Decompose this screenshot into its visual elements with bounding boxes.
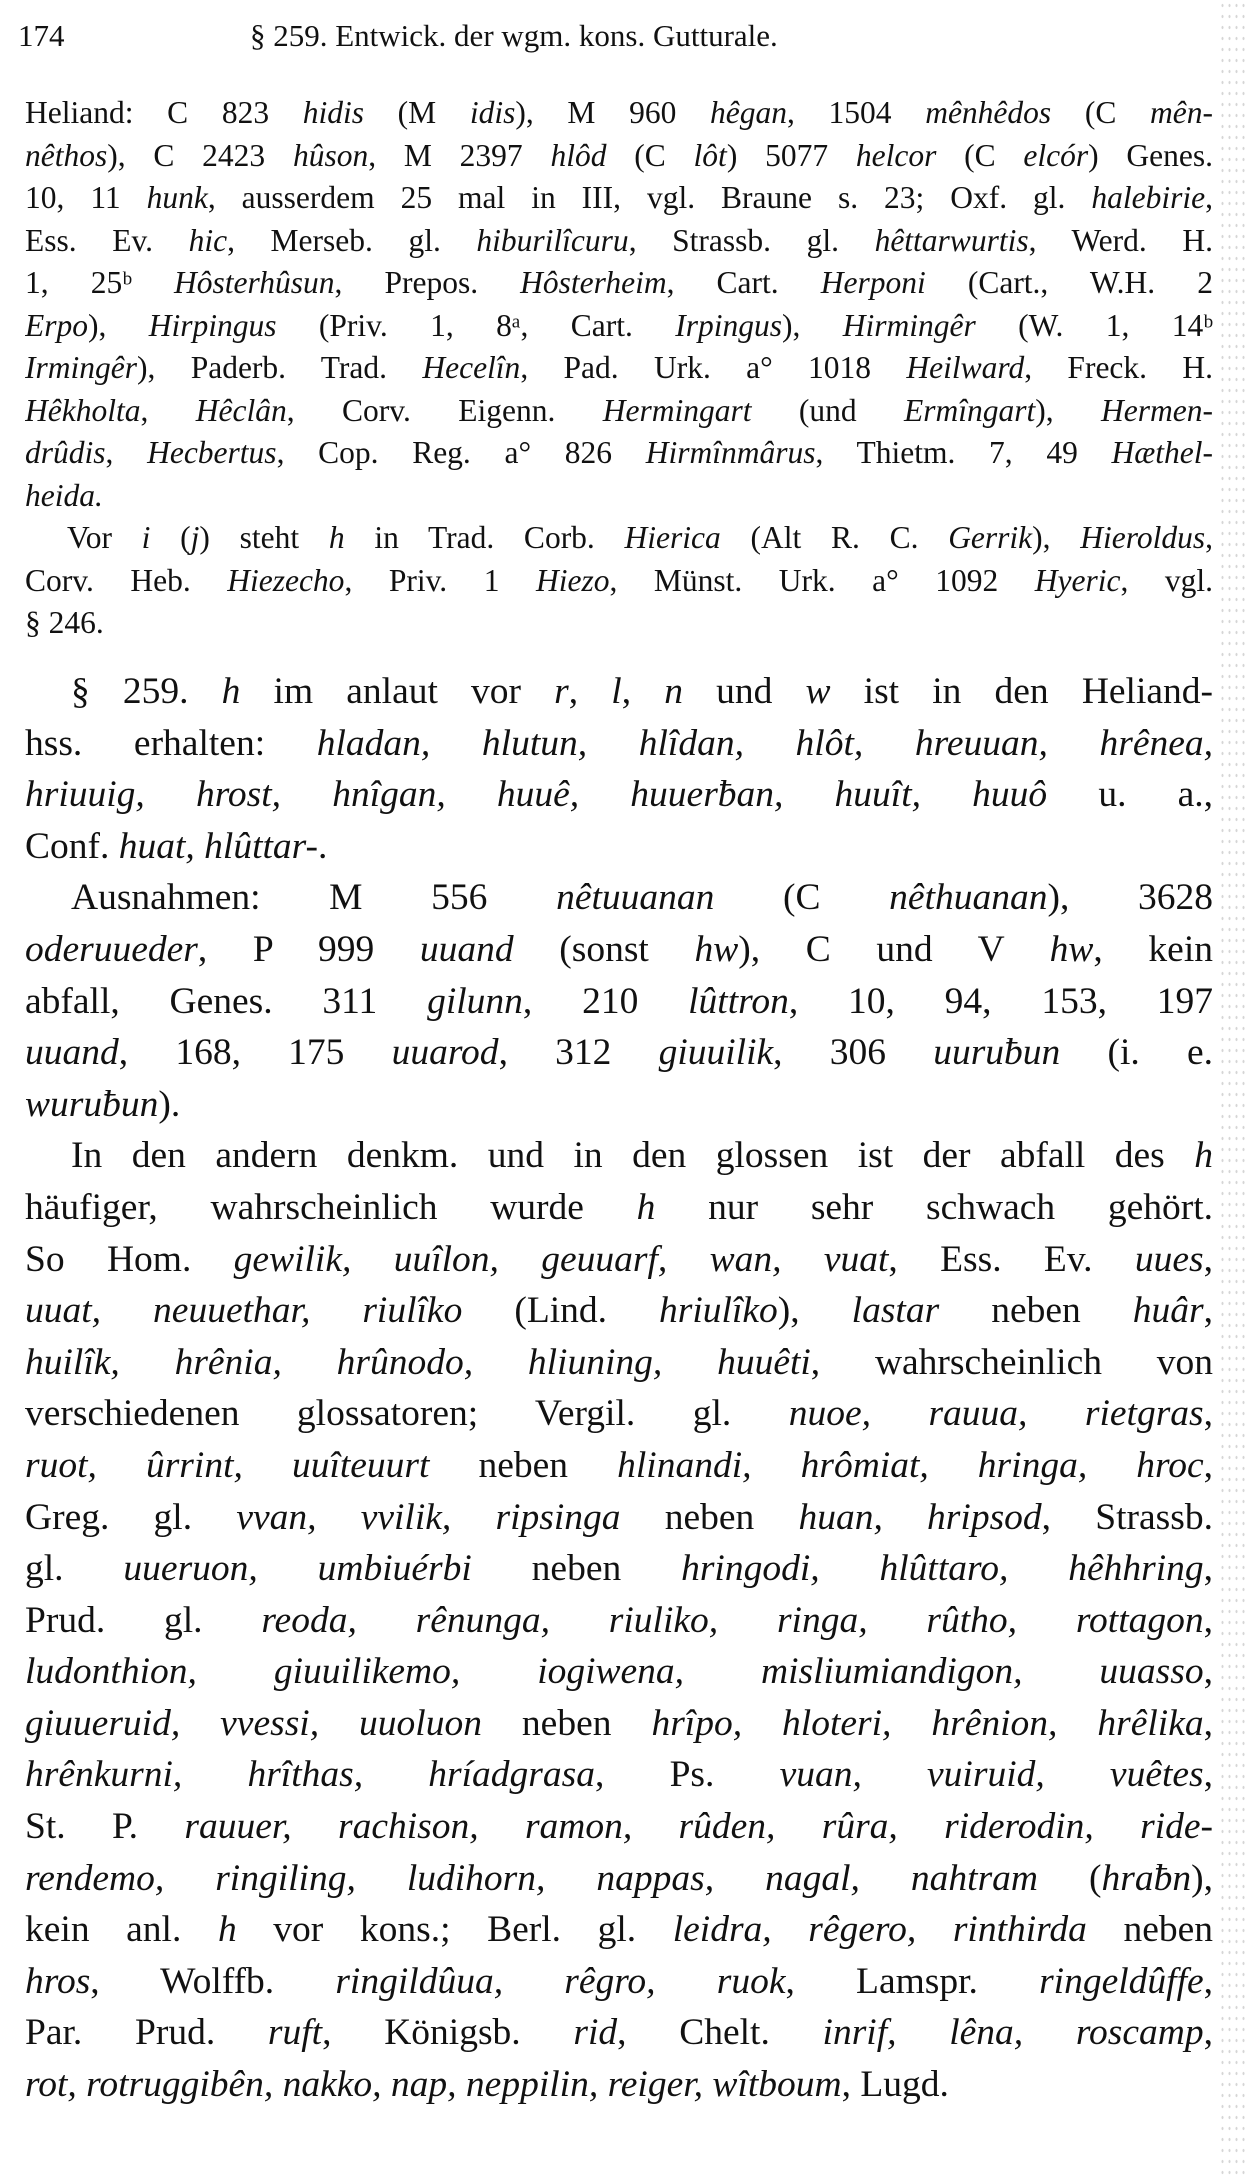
text-run: , 312 [498, 1032, 659, 1074]
italic-word-form: huilîk, hrênia, hrûnodo, hliuning, huuêti [25, 1341, 811, 1383]
text-run: ) steht [199, 520, 329, 555]
text-line [25, 976, 1213, 1028]
italic-word-form: gilunn [427, 980, 523, 1022]
italic-word-form: inrif, lêna, roscamp [822, 2012, 1204, 2054]
italic-word-form: ruot, ûrrint, uuîteuurt [25, 1444, 430, 1486]
text-line [25, 1492, 1213, 1544]
text-run: ), C 2423 [107, 137, 293, 173]
italic-word-form: hladan, hlutun, hlîdan, hlôt, hreuuan, hrênea, [316, 722, 1213, 764]
italic-word-form: huâr [1132, 1290, 1204, 1332]
italic-word-form: giuuilik [658, 1032, 774, 1074]
italic-word-form: hic [188, 222, 228, 258]
text-run: , kein [1093, 928, 1213, 970]
text-run: ), [777, 1290, 852, 1332]
italic-word-form: hros [25, 1960, 91, 2002]
text-run: , 306 [773, 1032, 934, 1074]
text-run: 10, 11 [25, 180, 147, 215]
text-run: , [1203, 1238, 1213, 1280]
text-line [25, 262, 1213, 305]
text-run: (und [751, 392, 904, 428]
running-title: § 259. Entwick. der wgm. kons. Gutturale. [250, 18, 778, 53]
italic-word-form: j [190, 520, 200, 555]
italic-word-form: Irmingêr [25, 350, 137, 385]
text-run: verschiedenen glossatoren; Vergil. gl. [25, 1393, 789, 1435]
text-run: In den andern denkm. und in den glossen ist der abfall des [71, 1135, 1195, 1177]
italic-word-form: uuarod [391, 1032, 499, 1074]
text-run: , vgl. [1120, 562, 1213, 598]
italic-word-form: helcor [855, 137, 937, 173]
text-run: , M 2397 [368, 137, 551, 173]
text-run: , [1203, 1960, 1213, 2002]
text-line [25, 821, 1213, 873]
text-run: , [1203, 1651, 1213, 1693]
italic-word-form: hunk [146, 180, 208, 215]
italic-word-form: rid [573, 2012, 618, 2054]
text-line [25, 718, 1213, 770]
text-line [25, 1853, 1213, 1905]
text-run: ), [782, 307, 843, 343]
text-line [25, 1698, 1213, 1750]
text-line [25, 177, 1213, 220]
text-run: ), [1191, 1857, 1213, 1899]
text-line [25, 1027, 1213, 1079]
italic-word-form: i [141, 520, 151, 555]
italic-word-form: hriulîko [659, 1290, 778, 1332]
text-run: Par. Prud. [25, 2012, 268, 2054]
italic-word-form: oderuueder [25, 928, 198, 970]
italic-word-form: Hieroldus [1080, 520, 1206, 555]
text-run: (sonst [513, 928, 695, 970]
italic-word-form: Hôsterheim [520, 265, 667, 300]
italic-word-form: Irpingus [675, 307, 782, 343]
italic-word-form: idis [469, 95, 516, 130]
text-run: , [1203, 1754, 1213, 1796]
text-line [25, 924, 1213, 976]
italic-word-form: Hyeric [1034, 562, 1121, 598]
italic-word-form: uuat, neuuethar, riulîko [25, 1290, 463, 1332]
text-run: , 168, 175 [118, 1032, 392, 1074]
text-run: , Cart. [666, 265, 821, 300]
text-run: ), [1032, 520, 1081, 555]
text-run: , Priv. 1 [344, 562, 536, 598]
text-run: ( [1038, 1857, 1102, 1899]
italic-word-form: halebirie [1091, 180, 1206, 215]
text-run: , Prepos. [334, 265, 521, 300]
text-run: in Trad. Corb. [344, 520, 625, 555]
text-run: , Pad. Urk. a° 1018 [520, 350, 907, 385]
italic-word-form: hringodi, hlûttaro, hêhhring [681, 1548, 1204, 1590]
text-run: u. a., [1047, 774, 1213, 816]
text-line [25, 1130, 1213, 1182]
text-run: Corv. Heb. [25, 562, 228, 598]
italic-word-form: h [217, 1909, 237, 1951]
italic-word-form: leidra, rêgero, rinthirda [672, 1909, 1087, 1951]
italic-word-form: Hirmingêr [842, 307, 976, 343]
text-run: ) 5077 [726, 137, 856, 173]
text-run: 1, 25ᵇ [25, 265, 175, 300]
text-run: § 259. [71, 671, 222, 712]
text-line [25, 347, 1213, 390]
text-run: . [318, 825, 328, 867]
italic-word-form: rauuer, rachison, ramon, rûden, rûra, riderodin, ride- [184, 1806, 1213, 1848]
italic-word-form: h [636, 1186, 656, 1228]
text-run: , Chelt. [617, 2012, 823, 2054]
italic-word-form: Hiezecho [227, 562, 345, 598]
text-run: ). [158, 1083, 181, 1125]
text-run: gl. [25, 1548, 124, 1590]
italic-word-form: ringildûua, rêgro, ruok [335, 1960, 786, 2002]
text-run: abfall, Genes. 311 [25, 980, 428, 1022]
scan-edge-noise [1219, 0, 1247, 2175]
text-line [25, 92, 1213, 135]
text-run: (C [714, 877, 890, 919]
italic-word-form: hêttarwurtis [874, 222, 1029, 258]
text-line [25, 2007, 1213, 2059]
text-run: , Thietm. 7, 49 [815, 435, 1112, 470]
text-line [25, 390, 1213, 433]
text-run: , [1203, 1393, 1213, 1435]
running-header [0, 0, 1247, 70]
text-run: (W. 1, 14ᵇ [975, 307, 1213, 343]
text-run: Prud. gl. [25, 1599, 262, 1641]
text-line [25, 1079, 1213, 1131]
italic-word-form: hlinandi, hrômiat, hringa, hroc [617, 1444, 1204, 1486]
text-run: , 1504 [786, 95, 926, 130]
italic-word-form: hrênkurni, hrîthas, hríadgrasa [25, 1754, 595, 1796]
italic-word-form: Hirmînmârus [645, 435, 816, 470]
italic-word-form: hidis [302, 95, 364, 130]
section-259-body [25, 666, 1213, 2111]
text-run: , Werd. H. [1028, 222, 1213, 258]
text-run: , Lugd. [841, 2064, 949, 2106]
italic-word-form: hiburilîcuru [476, 222, 629, 258]
text-run: ( [150, 520, 191, 555]
italic-word-form: nêtuuanan [556, 877, 715, 919]
text-run: , Cop. Reg. a° 826 [276, 435, 646, 470]
text-run: neben [620, 1496, 799, 1538]
italic-word-form: hêgan [710, 95, 787, 130]
italic-word-form: Hecbertus [147, 435, 277, 470]
text-run: ) Genes. [1088, 137, 1213, 173]
text-run: (C [936, 137, 1024, 173]
text-run: kein anl. [25, 1909, 218, 1951]
text-run: , [568, 671, 612, 712]
italic-word-form: hriuuig, hrost, hnîgan, huuê, huuerƀan, huuît, huuô [25, 774, 1048, 816]
italic-word-form: giuueruid, vvessi, uuoluon [25, 1702, 482, 1744]
text-run: , 210 [522, 980, 689, 1022]
italic-word-form: rendemo, ringiling, ludihorn, nappas, nagal, nahtram [25, 1857, 1039, 1899]
text-run: , Strassb. [1041, 1496, 1213, 1538]
italic-word-form: Heilward [906, 350, 1025, 385]
italic-word-form: drûdis [25, 435, 106, 470]
text-run: Vor [67, 520, 142, 555]
text-line [25, 2059, 1213, 2111]
italic-word-form: uues [1134, 1238, 1204, 1280]
text-run: ), [88, 307, 149, 343]
text-line [25, 1904, 1213, 1956]
text-run: (M [364, 95, 470, 130]
italic-word-form: hrîpo, hloteri, hrênion, hrêlika [651, 1702, 1204, 1744]
text-line [25, 1956, 1213, 2008]
text-run: , [1203, 1290, 1213, 1332]
text-run: , ausserdem 25 mal in III, vgl. Braune s. 23; Oxf. gl. [207, 180, 1092, 215]
text-run: (Alt R. C. [720, 520, 949, 555]
text-line [25, 872, 1213, 924]
italic-word-form: h [221, 671, 241, 712]
text-run: , [1205, 180, 1213, 215]
italic-word-form: mênhêdos [925, 95, 1052, 130]
italic-word-form: ringeldûffe [1039, 1960, 1204, 2002]
italic-word-form: h [328, 520, 345, 555]
text-run: So Hom. [25, 1238, 234, 1280]
text-line [25, 1646, 1213, 1698]
italic-word-form: vuan, vuiruid, vuêtes [779, 1754, 1204, 1796]
text-run: neben [939, 1290, 1133, 1332]
italic-word-form: Hôsterhûsun [174, 265, 335, 300]
italic-word-form: elcór [1023, 137, 1089, 173]
text-run: (C [606, 137, 694, 173]
italic-word-form: Hêkholta [25, 392, 141, 428]
italic-word-form: n [664, 671, 683, 712]
italic-word-form: huat, hlûttar- [118, 825, 319, 867]
text-run: ), Paderb. Trad. [137, 350, 423, 385]
italic-word-form: lastar [851, 1290, 940, 1332]
text-run: (Priv. 1, 8ᵃ, Cart. [276, 307, 676, 343]
italic-word-form: ruft [267, 2012, 323, 2054]
text-run: St. P. [25, 1806, 185, 1848]
text-line [25, 135, 1213, 178]
text-run: , [621, 671, 665, 712]
italic-word-form: Erpo [25, 307, 88, 343]
italic-word-form: Hermen- [1101, 392, 1213, 428]
text-line [25, 1234, 1213, 1286]
italic-word-form: lûttron [688, 980, 789, 1022]
text-line [25, 769, 1213, 821]
italic-word-form: Gerrik [948, 520, 1033, 555]
text-run: Conf. [25, 825, 119, 867]
italic-word-form: nuoe, rauua, rietgras [788, 1393, 1204, 1435]
italic-word-form: Hiezo [535, 562, 610, 598]
text-run: , Freck. H. [1024, 350, 1213, 385]
italic-word-form: Hermingart [602, 392, 752, 428]
text-line [25, 1388, 1213, 1440]
text-run: , [1203, 1702, 1213, 1744]
text-line [25, 1595, 1213, 1647]
text-run: neben [1086, 1909, 1213, 1951]
text-line [25, 1285, 1213, 1337]
text-run: Ess. Ev. [25, 222, 189, 258]
text-run: Greg. gl. [25, 1496, 237, 1538]
text-run: (Cart., W.H. 2 [925, 265, 1213, 300]
text-line [25, 1749, 1213, 1801]
page-number: 174 [18, 18, 65, 53]
italic-word-form: r [554, 671, 569, 712]
text-line [25, 666, 1213, 718]
italic-word-form: hlôd [550, 137, 607, 173]
italic-word-form: reoda, rênunga, riuliko, ringa, rûtho, rottagon [261, 1599, 1204, 1641]
text-line [25, 1543, 1213, 1595]
italic-word-form: Ermîngart [904, 392, 1036, 428]
text-run: ), C und V [738, 928, 1050, 970]
italic-word-form: nêthuanan [889, 877, 1048, 919]
text-run: neben [481, 1702, 652, 1744]
italic-word-form: lôt [693, 137, 727, 173]
text-run: , Münst. Urk. a° 1092 [609, 562, 1035, 598]
text-run: (Lind. [462, 1290, 660, 1332]
text-run: und [682, 671, 806, 712]
text-run: ), [1035, 392, 1102, 428]
text-line [25, 517, 1213, 560]
text-run: , [1203, 2012, 1213, 2054]
text-run: , Lamspr. [785, 1960, 1040, 2002]
text-line [25, 560, 1213, 603]
text-run: häufiger, wahrscheinlich wurde [25, 1186, 637, 1228]
text-run: § 246. [25, 605, 104, 640]
text-run: im anlaut vor [240, 671, 555, 712]
text-line [25, 1337, 1213, 1389]
italic-word-form: gewilik, uuîlon, geuuarf, wan, vuat [233, 1238, 889, 1280]
text-run: Heliand: C 823 [25, 95, 303, 130]
italic-word-form: l [611, 671, 622, 712]
text-run: , P 999 [197, 928, 420, 970]
italic-word-form: Hirpingus [148, 307, 277, 343]
italic-word-form: mên- [1150, 95, 1213, 130]
text-run: , [1205, 520, 1213, 555]
text-run: , Ps. [595, 1754, 780, 1796]
text-run: , Wolffb. [90, 1960, 336, 2002]
italic-word-form: Hecelîn [422, 350, 521, 385]
italic-word-form: hraƀn [1101, 1857, 1192, 1899]
italic-word-form: wuruƀun [25, 1083, 159, 1125]
italic-word-form: uueruon, umbiuérbi [123, 1548, 472, 1590]
italic-word-form: uuand [25, 1032, 119, 1074]
text-line [25, 220, 1213, 263]
text-run: , Corv. Eigenn. [286, 392, 603, 428]
text-run: (C [1051, 95, 1151, 130]
italic-word-form: Hêclân [195, 392, 287, 428]
text-run: ist in den Heliand- [830, 671, 1213, 712]
text-run: , [140, 392, 196, 428]
text-line [25, 1801, 1213, 1853]
italic-word-form: Herponi [820, 265, 926, 300]
italic-word-form: ludonthion, giuuilikemo, iogiwena, misliumiandigon, uuasso [25, 1651, 1204, 1693]
text-run: , Strassb. gl. [628, 222, 875, 258]
text-run: neben [429, 1444, 618, 1486]
text-run: , wahrscheinlich von [810, 1341, 1213, 1383]
text-line [25, 432, 1213, 475]
text-run: , [1203, 1444, 1213, 1486]
text-run: , 10, 94, 153, 197 [788, 980, 1213, 1022]
italic-word-form: rot, rotruggibên, nakko, nap, neppilin, reiger, wîtboum [25, 2064, 842, 2106]
text-run: , Ess. Ev. [888, 1238, 1135, 1280]
text-run: Ausnahmen: M 556 [71, 877, 557, 919]
text-run: nur sehr schwach gehört. [655, 1186, 1213, 1228]
text-run: neben [471, 1548, 682, 1590]
italic-word-form: hw [694, 928, 739, 970]
italic-word-form: h [1194, 1135, 1213, 1177]
italic-word-form: vvan, vvilik, ripsinga [236, 1496, 621, 1538]
text-line [25, 305, 1213, 348]
italic-word-form: w [805, 671, 831, 712]
italic-word-form: heida. [25, 477, 103, 513]
text-line [25, 602, 1213, 645]
italic-word-form: uuand [419, 928, 514, 970]
text-line [25, 475, 1213, 518]
italic-word-form: hûson [292, 137, 369, 173]
italic-word-form: Hierica [624, 520, 721, 555]
text-run: ), 3628 [1047, 877, 1213, 919]
text-run: , [105, 435, 148, 470]
text-line [25, 1440, 1213, 1492]
text-run: (i. e. [1060, 1032, 1213, 1074]
italic-word-form: huan, hripsod [798, 1496, 1042, 1538]
text-run: hss. erhalten: [25, 722, 317, 764]
footnote-block-small-print [25, 92, 1213, 645]
text-run: , Königsb. [322, 2012, 574, 2054]
italic-word-form: Hæthel- [1111, 435, 1213, 470]
italic-word-form: uuruƀun [933, 1032, 1061, 1074]
text-run: , Merseb. gl. [227, 222, 477, 258]
text-run: ), M 960 [515, 95, 710, 130]
italic-word-form: hw [1049, 928, 1094, 970]
text-run: , [1203, 1599, 1213, 1641]
text-run: , [1203, 1548, 1213, 1590]
italic-word-form: nêthos [25, 137, 108, 173]
text-run: vor kons.; Berl. gl. [236, 1909, 673, 1951]
text-line [25, 1182, 1213, 1234]
